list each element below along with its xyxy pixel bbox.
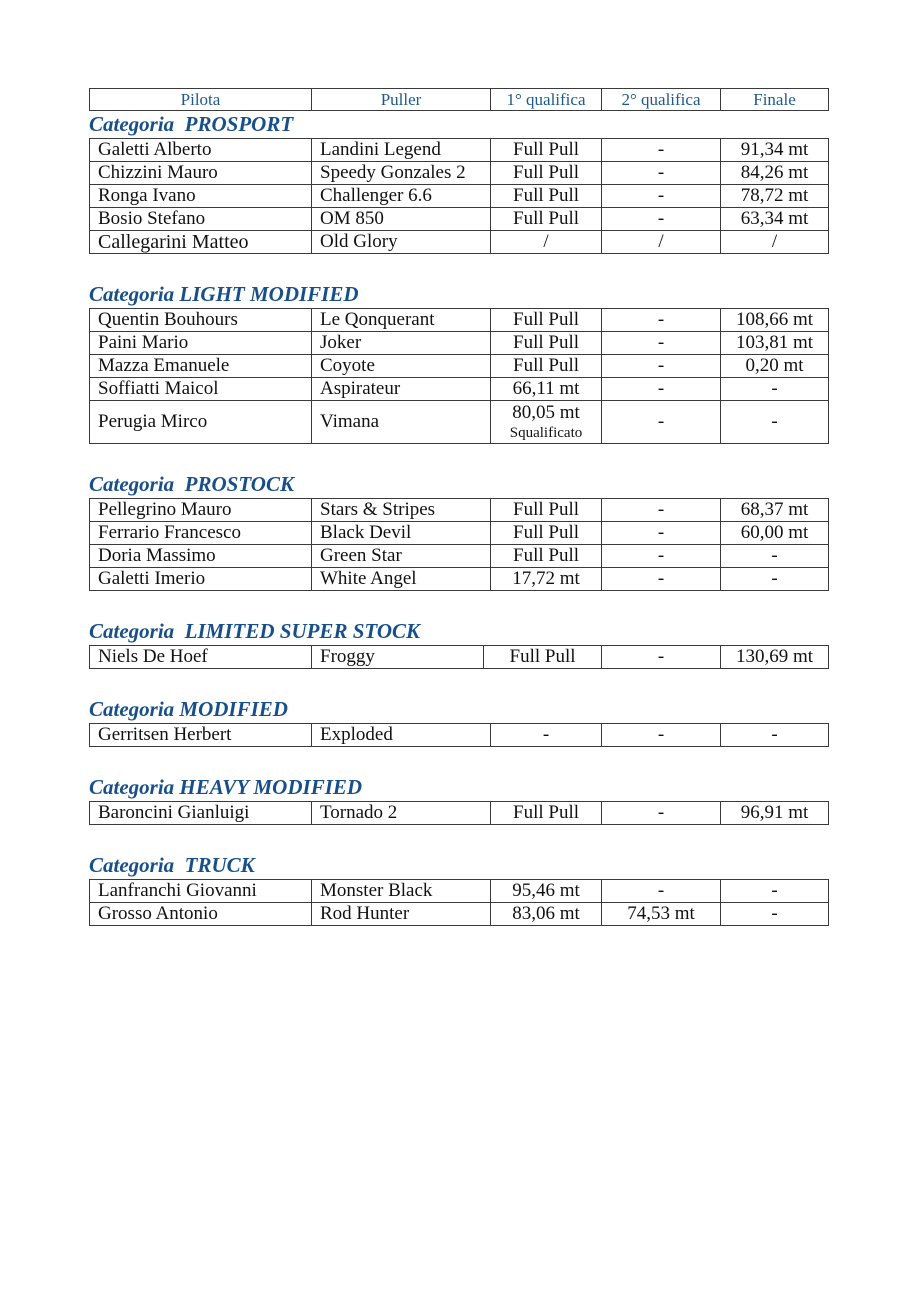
q1-cell: 17,72 mt	[491, 568, 602, 591]
puller-cell: Stars & Stripes	[312, 499, 491, 522]
finale-cell: -	[721, 880, 829, 903]
q2-cell: -	[602, 162, 721, 185]
q1-cell: Full Pull	[491, 802, 602, 825]
table-row	[90, 724, 829, 747]
table-row	[90, 139, 829, 162]
category-modified	[89, 696, 828, 747]
puller-cell: Rod Hunter	[312, 903, 491, 926]
q2-cell: -	[602, 646, 721, 669]
category-table	[89, 498, 829, 591]
finale-cell: 68,37 mt	[721, 499, 829, 522]
category-heavy-modified	[89, 774, 828, 825]
q1-cell: Full Pull	[491, 139, 602, 162]
category-title: Categoria LIMITED SUPER STOCK	[89, 619, 421, 643]
q1-cell: 66,11 mt	[491, 378, 602, 401]
table-row	[90, 309, 829, 332]
q2-cell: -	[602, 355, 721, 378]
table-row	[90, 185, 829, 208]
q2-cell: -	[602, 880, 721, 903]
pilota-cell: Bosio Stefano	[90, 208, 312, 231]
q2-cell: -	[602, 332, 721, 355]
header-q2: 2° qualifica	[602, 89, 721, 111]
category-limited-super-stock	[89, 618, 828, 669]
category-prosport	[89, 111, 828, 254]
category-table	[89, 308, 829, 444]
finale-cell: -	[721, 545, 829, 568]
pilota-cell: Galetti Imerio	[90, 568, 312, 591]
q2-cell: 74,53 mt	[602, 903, 721, 926]
q1-cell: Full Pull	[491, 185, 602, 208]
finale-cell: /	[721, 231, 829, 254]
puller-cell: Monster Black	[312, 880, 491, 903]
finale-cell: 96,91 mt	[721, 802, 829, 825]
header-q1: 1° qualifica	[491, 89, 602, 111]
category-title: Categoria PROSPORT	[89, 112, 294, 136]
q1-cell: Full Pull	[484, 646, 602, 669]
table-row	[90, 401, 829, 444]
pilota-cell: Perugia Mirco	[90, 401, 312, 444]
pilota-cell: Mazza Emanuele	[90, 355, 312, 378]
q2-cell: -	[602, 378, 721, 401]
table-row	[90, 231, 829, 254]
puller-cell: Vimana	[312, 401, 491, 444]
q1-cell: Full Pull	[491, 355, 602, 378]
puller-cell: Aspirateur	[312, 378, 491, 401]
q1-cell: 83,06 mt	[491, 903, 602, 926]
finale-cell: 91,34 mt	[721, 139, 829, 162]
puller-cell: Black Devil	[312, 522, 491, 545]
puller-cell: OM 850	[312, 208, 491, 231]
q2-cell: -	[602, 802, 721, 825]
q2-cell: -	[602, 522, 721, 545]
q1-cell	[491, 401, 602, 444]
finale-cell: 103,81 mt	[721, 332, 829, 355]
category-table	[89, 879, 829, 926]
pilota-cell: Grosso Antonio	[90, 903, 312, 926]
table-row	[90, 355, 829, 378]
category-prostock	[89, 471, 828, 591]
category-title: Categoria HEAVY MODIFIED	[89, 775, 363, 799]
table-row	[90, 162, 829, 185]
q2-cell: -	[602, 309, 721, 332]
puller-cell: Challenger 6.6	[312, 185, 491, 208]
pilota-cell: Lanfranchi Giovanni	[90, 880, 312, 903]
q1-cell: Full Pull	[491, 332, 602, 355]
q1-cell: /	[491, 231, 602, 254]
finale-cell: 84,26 mt	[721, 162, 829, 185]
table-row	[90, 499, 829, 522]
puller-cell: Joker	[312, 332, 491, 355]
finale-cell: -	[721, 568, 829, 591]
finale-cell: -	[721, 378, 829, 401]
pilota-cell: Ronga Ivano	[90, 185, 312, 208]
category-title: Categoria LIGHT MODIFIED	[89, 282, 359, 306]
header-pilota: Pilota	[90, 89, 312, 111]
q2-cell: -	[602, 724, 721, 747]
table-row	[90, 802, 829, 825]
table-row	[90, 646, 829, 669]
category-title: Categoria MODIFIED	[89, 697, 288, 721]
pilota-cell: Galetti Alberto	[90, 139, 312, 162]
table-row	[90, 903, 829, 926]
table-row	[90, 332, 829, 355]
q2-cell: -	[602, 208, 721, 231]
puller-cell: Landini Legend	[312, 139, 491, 162]
puller-cell: Speedy Gonzales 2	[312, 162, 491, 185]
finale-cell: -	[721, 724, 829, 747]
pilota-cell: Doria Massimo	[90, 545, 312, 568]
pilota-cell: Chizzini Mauro	[90, 162, 312, 185]
puller-cell: Froggy	[312, 646, 484, 669]
q1-cell: Full Pull	[491, 208, 602, 231]
pilota-cell: Paini Mario	[90, 332, 312, 355]
puller-cell: Tornado 2	[312, 802, 491, 825]
results-document	[89, 88, 828, 926]
category-table	[89, 801, 829, 825]
category-table	[89, 723, 829, 747]
q2-cell: -	[602, 499, 721, 522]
q1-cell: Full Pull	[491, 522, 602, 545]
category-title: Categoria PROSTOCK	[89, 472, 294, 496]
q2-cell: -	[602, 185, 721, 208]
category-truck	[89, 852, 828, 926]
column-header-row	[90, 89, 829, 111]
table-row	[90, 522, 829, 545]
disqualified-note: Squalificato	[509, 425, 583, 441]
table-row	[90, 378, 829, 401]
puller-cell: Le Qonquerant	[312, 309, 491, 332]
table-row	[90, 208, 829, 231]
pilota-cell: Baroncini Gianluigi	[90, 802, 312, 825]
puller-cell: Exploded	[312, 724, 491, 747]
q2-cell: -	[602, 139, 721, 162]
pilota-cell: Ferrario Francesco	[90, 522, 312, 545]
puller-cell: Coyote	[312, 355, 491, 378]
finale-cell: 63,34 mt	[721, 208, 829, 231]
pilota-cell: Pellegrino Mauro	[90, 499, 312, 522]
column-header-table	[89, 88, 829, 111]
puller-cell: Old Glory	[312, 231, 491, 254]
category-table	[89, 138, 829, 254]
finale-cell: 60,00 mt	[721, 522, 829, 545]
table-row	[90, 880, 829, 903]
q2-cell: -	[602, 545, 721, 568]
category-title: Categoria TRUCK	[89, 853, 255, 877]
header-finale: Finale	[721, 89, 829, 111]
q1-cell: 95,46 mt	[491, 880, 602, 903]
finale-cell: 130,69 mt	[721, 646, 829, 669]
q2-cell: /	[602, 231, 721, 254]
finale-cell: 78,72 mt	[721, 185, 829, 208]
puller-cell: Green Star	[312, 545, 491, 568]
pilota-cell: Gerritsen Herbert	[90, 724, 312, 747]
header-puller: Puller	[312, 89, 491, 111]
pilota-cell: Soffiatti Maicol	[90, 378, 312, 401]
q1-cell: -	[491, 724, 602, 747]
q1-cell: Full Pull	[491, 162, 602, 185]
table-row	[90, 545, 829, 568]
pilota-cell: Niels De Hoef	[90, 646, 312, 669]
category-light-modified	[89, 281, 828, 444]
finale-cell: 0,20 mt	[721, 355, 829, 378]
q1-cell: Full Pull	[491, 499, 602, 522]
finale-cell: -	[721, 401, 829, 444]
pilota-cell: Quentin Bouhours	[90, 309, 312, 332]
pilota-cell: Callegarini Matteo	[90, 231, 312, 254]
finale-cell: 108,66 mt	[721, 309, 829, 332]
category-table	[89, 645, 829, 669]
q2-cell: -	[602, 401, 721, 444]
puller-cell: White Angel	[312, 568, 491, 591]
finale-cell: -	[721, 903, 829, 926]
q1-cell: Full Pull	[491, 545, 602, 568]
q1-value: 80,05 mt	[512, 402, 580, 423]
table-row	[90, 568, 829, 591]
q1-cell: Full Pull	[491, 309, 602, 332]
q2-cell: -	[602, 568, 721, 591]
